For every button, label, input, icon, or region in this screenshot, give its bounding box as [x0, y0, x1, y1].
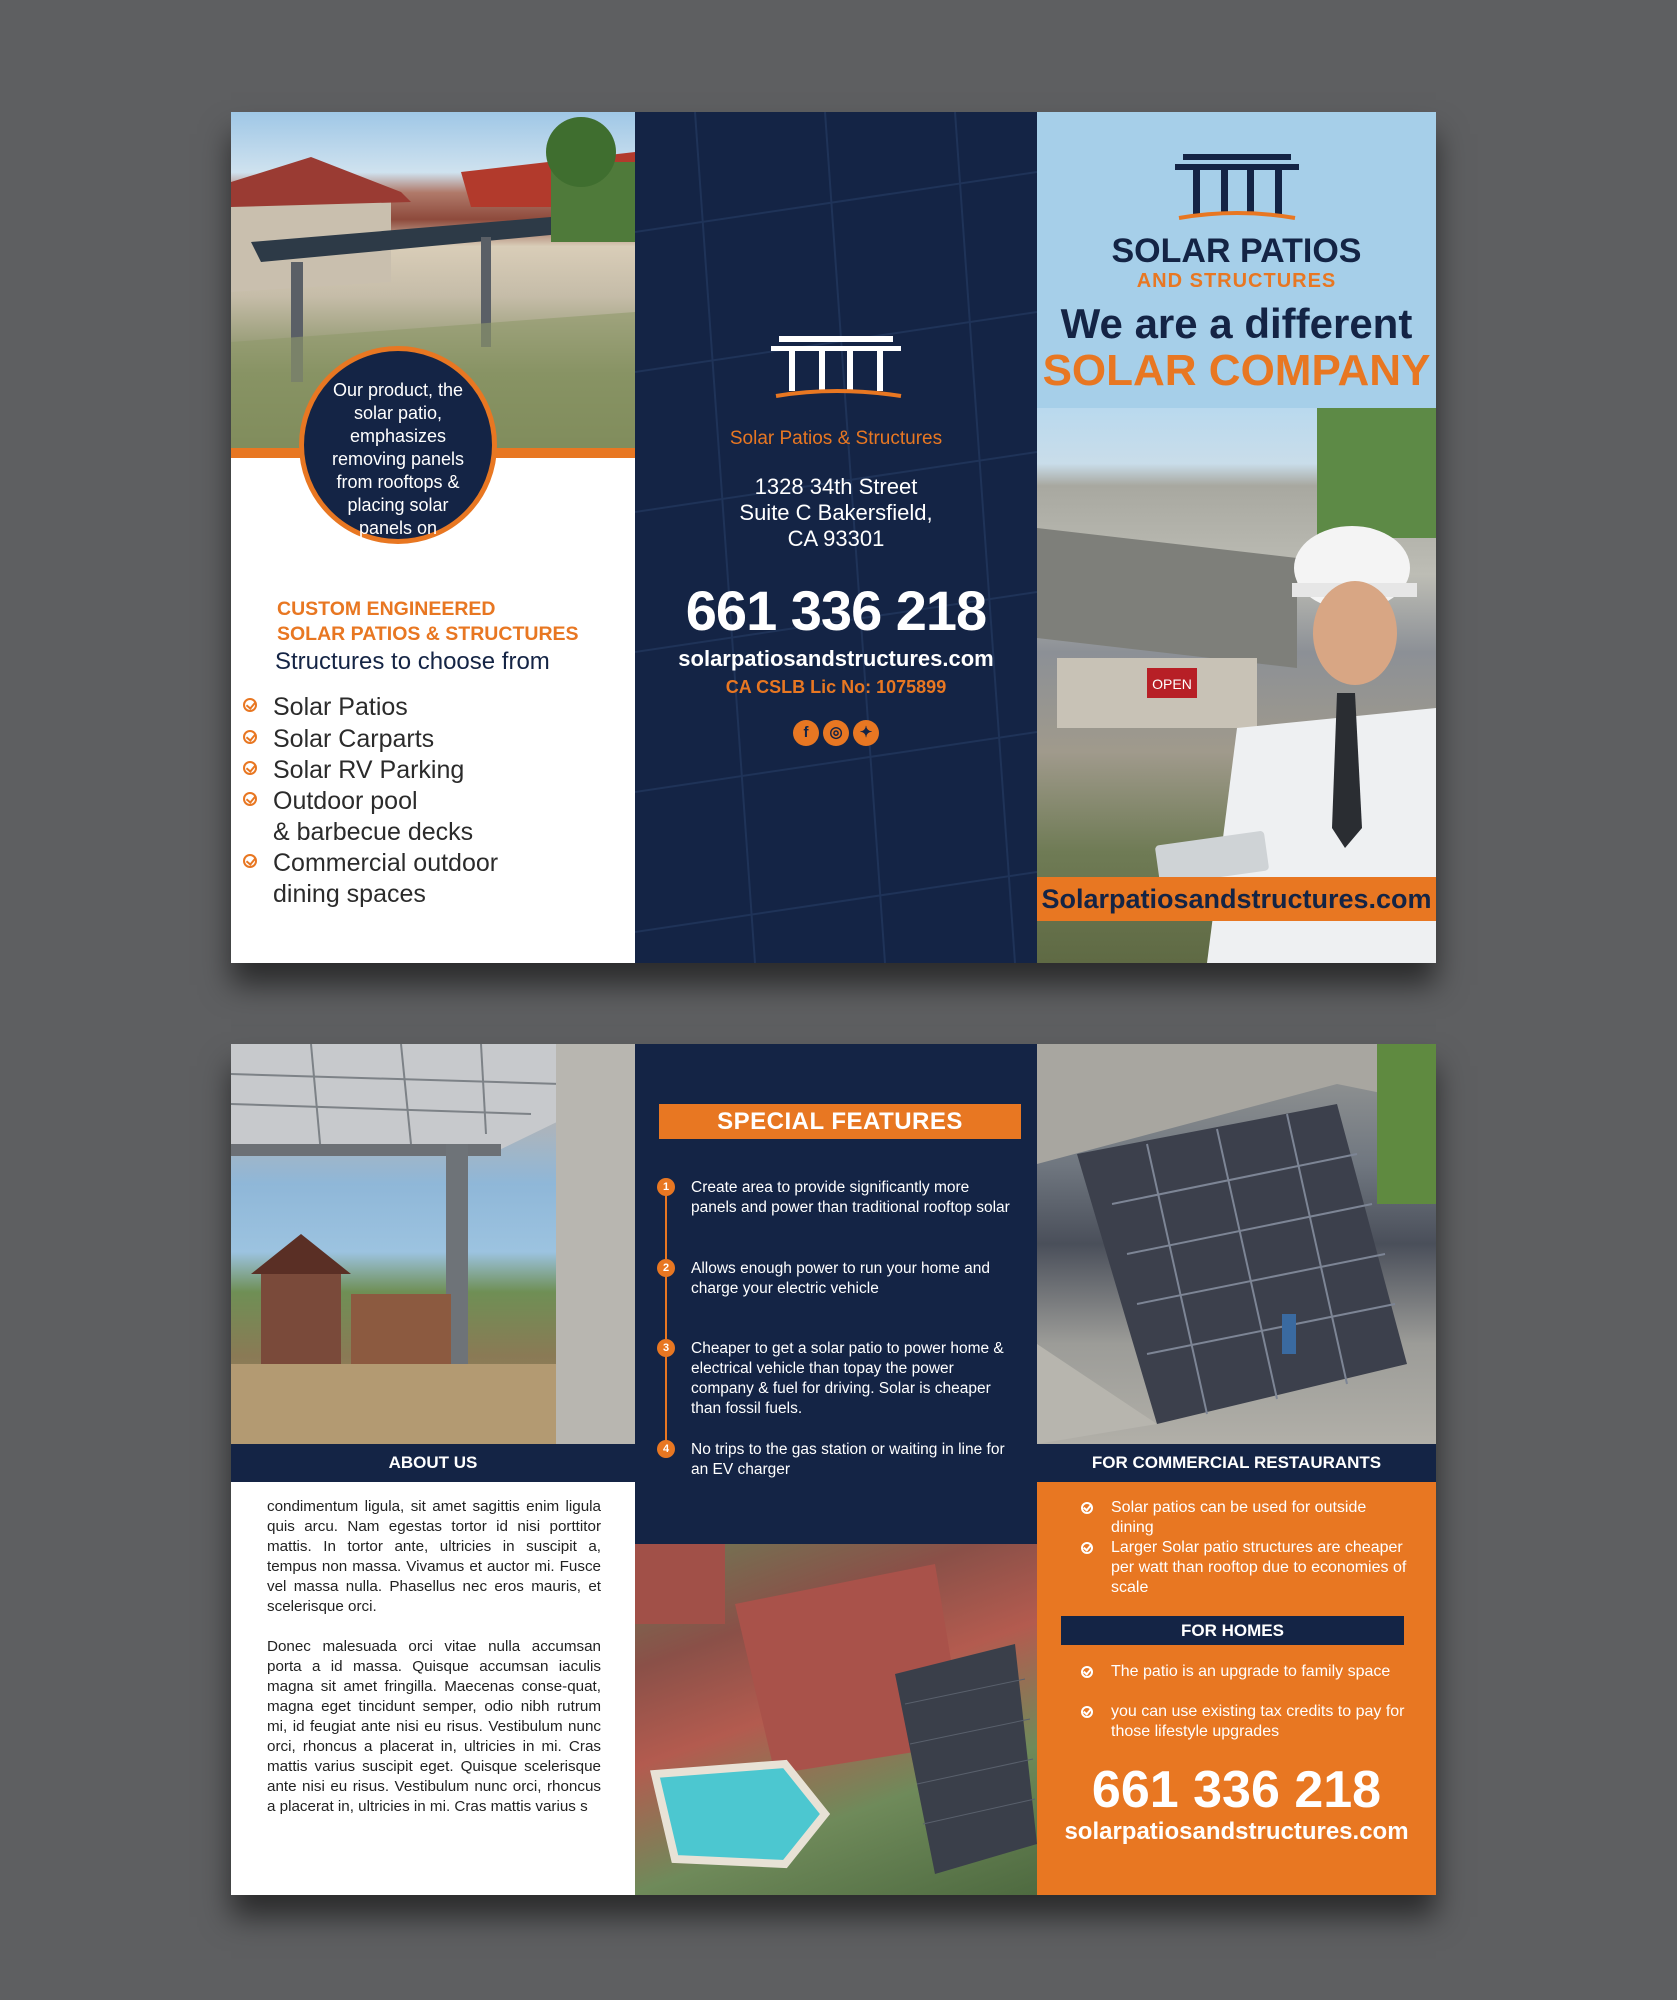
pergola-logo-icon-cover — [1037, 148, 1436, 227]
structure-list-item: Commercial outdoor dining spaces — [273, 848, 498, 910]
logo-title: SOLAR PATIOS — [1111, 232, 1362, 270]
license-number: CA CSLB Lic No: 1075899 — [725, 677, 947, 697]
check-circle-icon — [1081, 1666, 1093, 1678]
check-circle-icon — [243, 854, 257, 868]
check-circle-icon — [1081, 1502, 1093, 1514]
company-name: Solar Patios & Structures — [729, 428, 943, 449]
check-circle-icon — [1081, 1706, 1093, 1718]
front-panel-cover — [1037, 112, 1436, 963]
circle-text: Our product, the solar patio, emphasizes removing panels from rooftops & placing solar panels on structures. — [331, 380, 465, 561]
back-phone-number: 661 336 218 — [1091, 1761, 1382, 1819]
structure-list-item: Solar Patios — [273, 692, 408, 723]
feature-item: 2 Allows enough power to run your home and charge your electric vehicle — [691, 1259, 1011, 1299]
front-panel-left — [231, 112, 635, 963]
about-us-title: ABOUT US — [231, 1444, 635, 1482]
feature-number-badge: 1 — [657, 1178, 675, 1196]
custom-engineered-heading: CUSTOM ENGINEERED SOLAR PATIOS & STRUCTURES — [277, 598, 579, 645]
structures-subheading: Structures to choose from — [275, 648, 550, 675]
check-circle-icon — [243, 730, 257, 744]
logo-subtitle: AND STRUCTURES — [1136, 270, 1337, 292]
feature-item: 3 Cheaper to get a solar patio to power home & electrical vehicle than topay the power company & fuel for driving. Solar is cheaper than fossil fuels. — [691, 1339, 1011, 1419]
twitter-icon[interactable]: ✦ — [853, 720, 879, 746]
backyard-solar-patio-photo — [231, 1044, 635, 1444]
structure-list-item: Solar RV Parking — [273, 755, 464, 786]
structure-list-item: Outdoor pool & barbecue decks — [273, 786, 473, 848]
intro-circle — [299, 346, 497, 561]
homes-title: FOR HOMES — [1061, 1616, 1404, 1645]
instagram-icon[interactable]: ◎ — [823, 720, 849, 746]
back-panel-middle — [635, 1044, 1037, 1895]
back-panel-right — [1037, 1044, 1436, 1895]
bullet-item: Solar patios can be used for outside dining — [1111, 1498, 1411, 1538]
website-banner[interactable]: Solarpatiosandstructures.com — [1037, 877, 1436, 921]
structure-list-item: Solar Carparts — [273, 724, 434, 755]
headline-line2: SOLAR COMPANY — [1042, 346, 1431, 395]
back-website-link[interactable]: solarpatiosandstructures.com — [1064, 1818, 1409, 1845]
bullet-item: Larger Solar patio structures are cheaper per watt than rooftop due to economies of scale — [1111, 1538, 1411, 1598]
bullet-item: The patio is an upgrade to family space — [1111, 1662, 1411, 1682]
social-icons — [635, 720, 1037, 746]
facebook-icon[interactable]: f — [793, 720, 819, 746]
special-features-block — [635, 1044, 1037, 1544]
website-link[interactable]: solarpatiosandstructures.com — [678, 646, 994, 671]
check-circle-icon — [243, 761, 257, 775]
aerial-pool-house-photo — [635, 1544, 1037, 1895]
back-panel-left — [231, 1044, 635, 1895]
check-circle-icon — [1081, 1542, 1093, 1554]
check-circle-icon — [243, 698, 257, 712]
phone-number: 661 336 218 — [685, 579, 987, 642]
company-address: 1328 34th Street Suite C Bakersfield, CA 93301 — [739, 474, 933, 551]
brochure-back — [231, 1044, 1436, 1895]
open-sign-text: OPEN — [1152, 676, 1192, 692]
timeline-line — [665, 1189, 667, 1454]
front-panel-middle — [635, 112, 1037, 963]
pergola-logo-icon — [635, 326, 1037, 411]
rooftop-solar-install-photo — [1037, 1044, 1436, 1444]
feature-item: 1 Create area to provide significantly more panels and power than traditional rooftop solar — [691, 1178, 1011, 1218]
about-us-paragraph-1: condimentum ligula, sit amet sagittis enim ligula quis arcu. Nam egestas tortor id nisi porttitor mattis. In tortor ante, ultricies in suscipit a, tempus non massa. Vivamus et auctor mi. Fusce vel massa nulla. Phasellus nec eros mauris, et scelerisque orci. — [267, 1498, 601, 1615]
feature-item: 4 No trips to the gas station or waiting in line for an EV charger — [691, 1440, 1011, 1480]
check-circle-icon — [243, 792, 257, 806]
feature-number-badge: 3 — [657, 1339, 675, 1357]
brochure-front — [231, 112, 1436, 963]
about-us-body — [267, 1497, 601, 1817]
feature-number-badge: 2 — [657, 1259, 675, 1277]
feature-number-badge: 4 — [657, 1440, 675, 1458]
about-us-paragraph-2: Donec malesuada orci vitae nulla accumsan porta a id massa. Quisque accumsan iaculis magna sit amet fringilla. Maecenas conse-quat, magna eget tincidunt semper, odio nibh rutrum mi, id feugiat ante nisi eu risus. Vestibulum nunc orci, rhoncus a placerat in, ultricies in mi. Cras mattis varius suscipit eget. Quisque scelerisque ante nisi eu risus. Vestibulum nunc orci, rhoncus a placerat in, ultricies in mi. Cras mattis varius s — [267, 1638, 601, 1815]
commercial-title: FOR COMMERCIAL RESTAURANTS — [1037, 1444, 1436, 1482]
special-features-title: SPECIAL FEATURES — [659, 1104, 1021, 1139]
bullet-item: you can use existing tax credits to pay for those lifestyle upgrades — [1111, 1702, 1411, 1742]
headline-line1: We are a different — [1060, 300, 1413, 347]
